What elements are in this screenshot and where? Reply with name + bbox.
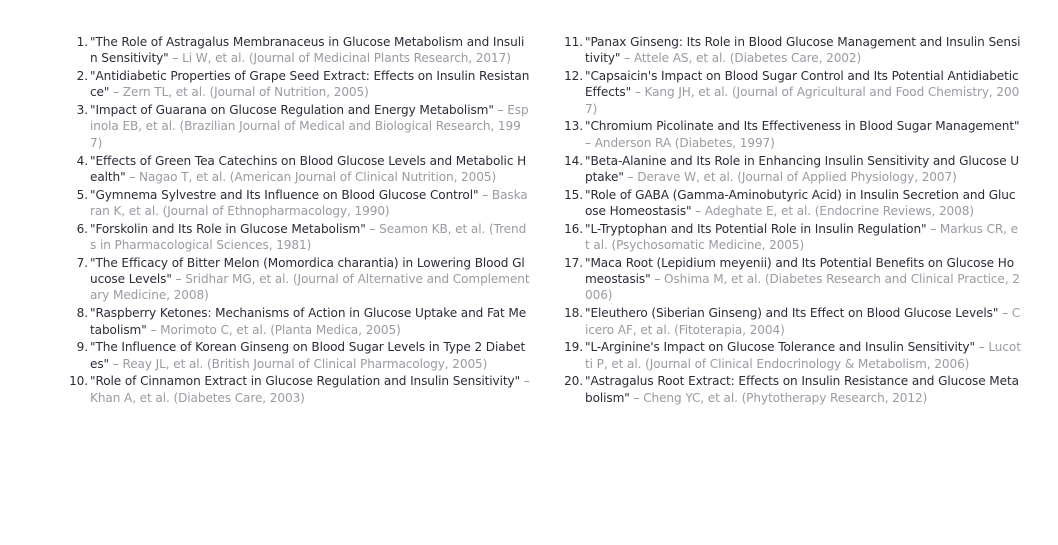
reference-number: 12.	[564, 69, 583, 84]
reference-number: 9.	[76, 340, 88, 355]
reference-number: 16.	[564, 221, 583, 236]
reference-item	[76, 187, 530, 220]
reference-citation: Lucotti P, et al. (Journal of Clinical Endocrinology & Metabolism, 2006)	[585, 340, 1021, 371]
reference-number: 2.	[76, 69, 88, 84]
reference-number: 6.	[76, 221, 88, 236]
reference-citation: Cicero AF, et al. (Fitoterapia, 2004)	[585, 306, 1021, 337]
reference-title: "Panax Ginseng: Its Role in Blood Glucose Management and Insulin Sensitivity"	[585, 35, 1021, 66]
reference-citation: Sridhar MG, et al. (Journal of Alternative and Complementary Medicine, 2008)	[90, 272, 530, 303]
reference-title: "Raspberry Ketones: Mechanisms of Action in Glucose Uptake and Fat Metabolism"	[90, 306, 527, 337]
reference-item	[564, 221, 1021, 254]
reference-separator: –	[478, 187, 492, 202]
reference-separator: –	[974, 340, 989, 355]
reference-title: "L-Arginine's Impact on Glucose Tolerance and Insulin Sensitivity"	[585, 340, 975, 355]
reference-item	[564, 118, 1021, 151]
reference-title: "Role of Cinnamon Extract in Glucose Regulation and Insulin Sensitivity"	[90, 374, 521, 389]
reference-citation: Baskaran K, et al. (Journal of Ethnopharmacology, 1990)	[90, 187, 528, 218]
reference-separator: –	[520, 374, 530, 389]
reference-column-left	[69, 34, 530, 408]
reference-citation: Nagao T, et al. (American Journal of Clinical Nutrition, 2005)	[139, 169, 497, 184]
reference-number: 4.	[76, 153, 88, 168]
reference-separator: –	[146, 322, 161, 337]
reference-title: "Impact of Guarana on Glucose Regulation and Energy Metabolism"	[90, 103, 494, 118]
reference-separator: –	[365, 221, 380, 236]
reference-item	[564, 305, 1021, 338]
reference-item	[76, 339, 530, 372]
reference-title: "Beta-Alanine and Its Role in Enhancing Insulin Sensitivity and Glucose Uptake"	[585, 153, 1020, 184]
reference-citation: Kang JH, et al. (Journal of Agricultural and Food Chemistry, 2007)	[585, 85, 1020, 116]
reference-title: "Eleuthero (Siberian Ginseng) and Its Effect on Blood Glucose Levels"	[585, 306, 999, 321]
reference-item	[76, 102, 530, 151]
reference-item	[76, 68, 530, 101]
reference-number: 19.	[564, 340, 583, 355]
reference-item	[76, 34, 530, 67]
reference-separator: –	[620, 51, 634, 66]
reference-title: "Gymnema Sylvestre and Its Influence on Blood Glucose Control"	[90, 187, 479, 202]
reference-item	[76, 221, 530, 254]
reference-item	[76, 305, 530, 338]
reference-title: "Role of GABA (Gamma-Aminobutyric Acid) in Insulin Secretion and Glucose Homeostasis"	[585, 187, 1016, 218]
reference-item	[76, 255, 530, 304]
reference-number: 13.	[564, 119, 583, 134]
reference-separator: –	[585, 135, 595, 150]
reference-citation: Anderson RA (Diabetes, 1997)	[594, 135, 775, 150]
reference-citation: Khan A, et al. (Diabetes Care, 2003)	[90, 390, 305, 405]
reference-separator: –	[623, 169, 638, 184]
reference-separator: –	[125, 169, 140, 184]
reference-item	[76, 153, 530, 186]
reference-title: "Astragalus Root Extract: Effects on Insulin Resistance and Glucose Metabolism"	[585, 374, 1019, 405]
reference-number: 3.	[76, 103, 88, 118]
reference-number: 5.	[76, 187, 88, 202]
reference-citation: Seamon KB, et al. (Trends in Pharmacological Sciences, 1981)	[90, 221, 527, 253]
reference-title: "The Role of Astragalus Membranaceus in Glucose Metabolism and Insulin Sensitivity"	[90, 35, 525, 66]
reference-number: 8.	[76, 306, 88, 321]
reference-separator: –	[109, 85, 123, 100]
reference-separator: –	[631, 85, 645, 100]
reference-title: "The Efficacy of Bitter Melon (Momordica charantia) in Lowering Blood Glucose Levels"	[90, 255, 525, 287]
reference-separator: –	[171, 272, 186, 287]
reference-title: "The Influence of Korean Ginseng on Blood Sugar Levels in Type 2 Diabetes"	[90, 340, 526, 371]
reference-separator: –	[926, 221, 940, 236]
reference-item	[69, 373, 530, 406]
reference-title: "Chromium Picolinate and Its Effectiveness in Blood Sugar Management"	[585, 119, 1020, 134]
reference-title: "Capsaicin's Impact on Blood Sugar Control and Its Potential Antidiabetic Effects"	[585, 69, 1019, 100]
reference-number: 11.	[564, 35, 583, 49]
reference-item	[564, 339, 1021, 372]
reference-title: "Maca Root (Lepidium meyenii) and Its Potential Benefits on Glucose Homeostasis"	[585, 255, 1015, 287]
reference-citation: Attele AS, et al. (Diabetes Care, 2002)	[633, 51, 862, 66]
reference-citation: Adeghate E, et al. (Endocrine Reviews, 2008)	[704, 203, 974, 218]
reference-citation: Markus CR, et al. (Psychosomatic Medicine, 2005)	[585, 221, 1018, 253]
reference-item	[564, 153, 1021, 186]
reference-citation: Reay JL, et al. (British Journal of Clinical Pharmacology, 2005)	[122, 356, 488, 371]
reference-number: 18.	[564, 306, 583, 321]
reference-separator: –	[109, 356, 123, 371]
reference-separator: –	[691, 203, 705, 218]
reference-number: 10.	[69, 374, 88, 389]
reference-number: 1.	[76, 35, 88, 49]
reference-column-right	[564, 34, 1021, 408]
reference-title: "Forskolin and Its Role in Glucose Metabolism"	[90, 221, 366, 236]
reference-citation: Zern TL, et al. (Journal of Nutrition, 2005)	[122, 85, 369, 100]
reference-item	[564, 187, 1021, 220]
reference-citation: Derave W, et al. (Journal of Applied Physiology, 2007)	[637, 169, 957, 184]
reference-number: 14.	[564, 153, 583, 168]
reference-number: 17.	[564, 255, 583, 270]
reference-item	[564, 34, 1021, 67]
reference-separator: –	[493, 103, 508, 118]
reference-item	[564, 373, 1021, 406]
reference-citation: Espinola EB, et al. (Brazilian Journal of Medical and Biological Research, 1997)	[90, 103, 529, 150]
reference-title: "Antidiabetic Properties of Grape Seed Extract: Effects on Insulin Resistance"	[90, 69, 530, 100]
reference-citation: Li W, et al. (Journal of Medicinal Plants Research, 2017)	[182, 51, 511, 66]
reference-separator: –	[650, 272, 665, 287]
reference-title: "Effects of Green Tea Catechins on Blood Glucose Levels and Metabolic Health"	[90, 153, 527, 184]
reference-number: 7.	[76, 255, 88, 270]
reference-citation: Oshima M, et al. (Diabetes Research and Clinical Practice, 2006)	[585, 272, 1020, 303]
reference-number: 20.	[564, 374, 583, 389]
reference-item	[564, 255, 1021, 304]
reference-separator: –	[629, 390, 644, 405]
reference-title: "L-Tryptophan and Its Potential Role in Insulin Regulation"	[585, 221, 927, 236]
reference-item	[564, 68, 1021, 117]
reference-citation: Morimoto C, et al. (Planta Medica, 2005)	[160, 322, 401, 337]
reference-separator: –	[998, 306, 1012, 321]
reference-separator: –	[168, 51, 183, 66]
reference-number: 15.	[564, 187, 583, 202]
reference-citation: Cheng YC, et al. (Phytotherapy Research, 2012)	[643, 390, 928, 405]
